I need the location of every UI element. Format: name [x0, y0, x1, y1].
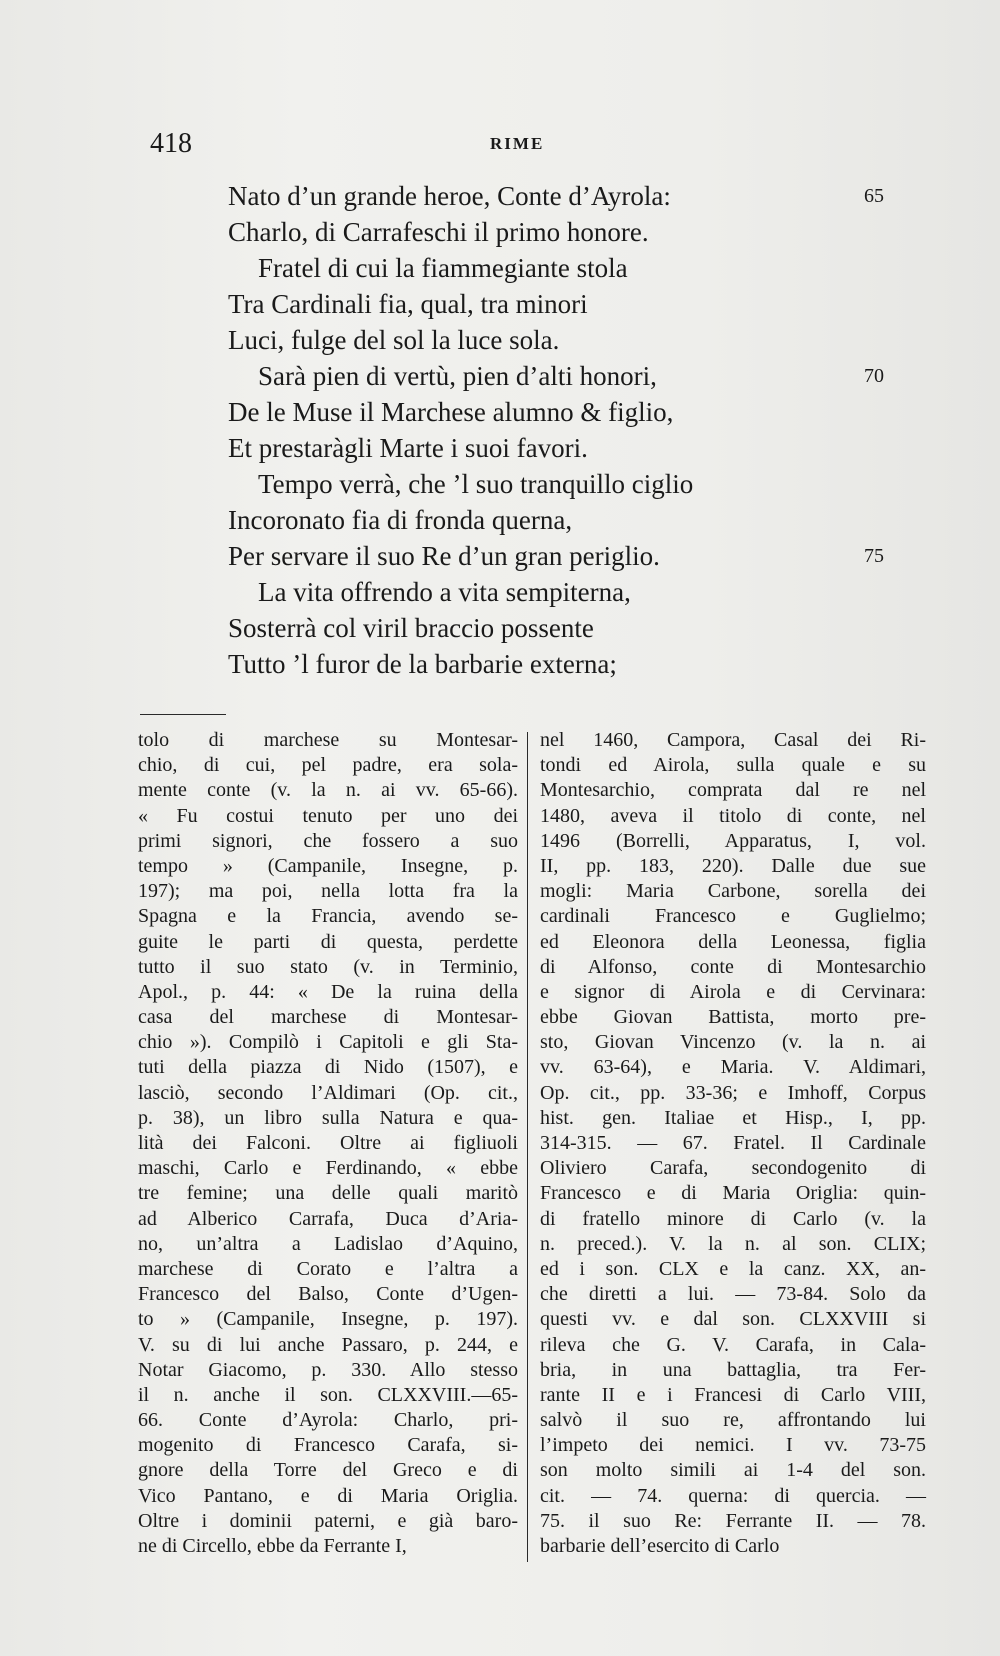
note-line: nel 1460, Campora, Casal dei Ri- — [540, 729, 926, 751]
verse-line — [0, 394, 1000, 430]
note-line: l’impeto dei nemici. I vv. 73-75 — [540, 1434, 926, 1457]
note-line: 75. il suo Re: Ferrante II. — 78. — [540, 1509, 926, 1532]
verse-line — [0, 358, 1000, 394]
note-line: 197); ma poi, nella lotta fra la — [138, 880, 518, 903]
note-line: ed i son. CLX e la canz. XX, an- — [540, 1257, 926, 1280]
note-line: tuti della piazza di Nido (1507), e — [138, 1056, 518, 1079]
verse-line — [0, 286, 1000, 322]
note-line: tondi ed Airola, sulla quale e su — [540, 754, 926, 777]
verse-text: De le Muse il Marchese alumno & figlio, — [228, 397, 674, 427]
note-line: 66. Conte d’Ayrola: Charlo, pri- — [138, 1409, 518, 1432]
verse-text: Tutto ’l furor de la barbarie externa; — [228, 649, 617, 679]
verse-block — [0, 178, 1000, 682]
note-line: vv. 63-64), e Maria. V. Aldimari, — [540, 1056, 926, 1079]
verse-text: Charlo, di Carrafeschi il primo honore. — [228, 217, 649, 247]
note-line: to » (Campanile, Insegne, p. 197). — [138, 1308, 518, 1331]
note-line: tre femine; una delle quali maritò — [138, 1182, 518, 1205]
note-line: gnore della Torre del Greco e di — [138, 1459, 518, 1482]
verse-line — [0, 430, 1000, 466]
verse-line — [0, 538, 1000, 574]
verse-text: Nato d’un grande heroe, Conte d’Ayrola: — [228, 181, 671, 211]
note-line: mogli: Maria Carbone, sorella dei — [540, 880, 926, 903]
note-line: chio »). Compilò i Capitoli e gli Sta- — [138, 1031, 518, 1054]
note-line: rante II e i Francesi di Carlo VIII, — [540, 1383, 926, 1406]
note-line: Francesco del Balso, Conte d’Ugen- — [138, 1283, 518, 1306]
verse-text: Tra Cardinali fia, qual, tra minori — [228, 289, 588, 319]
column-divider — [527, 732, 528, 1562]
note-line: Apol., p. 44: « De la ruina della — [138, 980, 518, 1003]
page-number: 418 — [150, 128, 192, 159]
footnote-rule — [140, 714, 226, 715]
note-line: Spagna e la Francia, avendo se- — [138, 905, 518, 928]
note-line: ebbe Giovan Battista, morto pre- — [540, 1006, 926, 1029]
verse-text: Sarà pien di vertù, pien d’alti honori, — [258, 361, 657, 391]
line-number: 70 — [864, 365, 884, 387]
note-line: ed Eleonora della Leonessa, figlia — [540, 930, 926, 953]
note-line: il n. anche il son. CLXXVIII.—65- — [138, 1383, 518, 1406]
verse-text: Incoronato fia di fronda querna, — [228, 505, 573, 535]
note-line: tempo » (Campanile, Insegne, p. — [138, 854, 518, 877]
note-line: primi signori, che fossero a suo — [138, 829, 518, 852]
line-number: 75 — [864, 545, 884, 567]
note-line: 314-315. — 67. Fratel. Il Cardinale — [540, 1132, 926, 1154]
note-line: chio, di cui, pel padre, era sola- — [138, 754, 518, 777]
commentary-notes — [138, 728, 928, 1643]
note-line: Notar Giacomo, p. 330. Allo stesso — [138, 1358, 518, 1381]
note-line: no, un’altra a Ladislao d’Aquino, — [138, 1232, 518, 1255]
note-line: di Alfonso, conte di Montesarchio — [540, 955, 926, 978]
verse-line — [0, 322, 1000, 358]
notes-left-column — [138, 728, 518, 1559]
running-title: RIME — [490, 134, 545, 153]
note-line: e signor di Airola e di Cervinara: — [540, 980, 926, 1003]
note-line: bria, in una battaglia, tra Fer- — [540, 1358, 926, 1381]
note-line: Montesarchio, comprata dal re nel — [540, 779, 926, 802]
verse-line — [0, 250, 1000, 286]
note-line: p. 38), un libro sulla Natura e qua- — [138, 1106, 518, 1129]
note-line: cit. — 74. querna: di quercia. — — [540, 1484, 926, 1507]
verse-text: Et prestaràgli Marte i suoi favori. — [228, 433, 588, 463]
note-line: cardinali Francesco e Guglielmo; — [540, 905, 926, 928]
verse-line — [0, 178, 1000, 214]
note-line: casa del marchese di Montesar- — [138, 1006, 518, 1029]
note-line: maschi, Carlo e Ferdinando, « ebbe — [138, 1157, 518, 1180]
verse-text: La vita offrendo a vita sempiterna, — [258, 577, 631, 607]
note-line: mente conte (v. la n. ai vv. 65-66). — [138, 779, 518, 802]
note-line: ad Alberico Carrafa, Duca d’Aria- — [138, 1207, 518, 1230]
note-line: « Fu costui tenuto per uno dei — [138, 804, 518, 827]
verse-line — [0, 502, 1000, 538]
verse-line — [0, 214, 1000, 250]
note-line: rileva che G. V. Carafa, in Cala- — [540, 1333, 926, 1356]
verse-text: Luci, fulge del sol la luce sola. — [228, 325, 560, 355]
verse-text: Sosterrà col viril braccio possente — [228, 613, 594, 643]
note-line: Francesco e di Maria Origlia: quin- — [540, 1182, 926, 1205]
verse-text: Fratel di cui la fiammegiante stola — [258, 253, 628, 283]
note-line: ne di Circello, ebbe da Ferrante I, — [138, 1535, 407, 1557]
verse-line — [0, 610, 1000, 646]
note-line: tutto il suo stato (v. in Terminio, — [138, 955, 518, 978]
note-line: lasciò, secondo l’Aldimari (Op. cit., — [138, 1081, 518, 1104]
note-line: salvò il suo re, affrontando lui — [540, 1409, 926, 1432]
verse-line — [0, 574, 1000, 610]
note-line: hist. gen. Italiae et Hisp., I, pp. — [540, 1106, 926, 1129]
note-line: tolo di marchese su Montesar- — [138, 729, 518, 751]
notes-right-column — [540, 728, 926, 1559]
note-line: Op. cit., pp. 33-36; e Imhoff, Corpus — [540, 1081, 926, 1104]
note-line: barbarie dell’esercito di Carlo — [540, 1535, 780, 1557]
note-line: Oliviero Carafa, secondogenito di — [540, 1157, 926, 1180]
note-line: lità dei Falconi. Oltre ai figliuoli — [138, 1132, 518, 1154]
note-line: V. su di lui anche Passaro, p. 244, e — [138, 1333, 518, 1356]
verse-text: Per servare il suo Re d’un gran periglio. — [228, 541, 660, 571]
note-line: questi vv. e dal son. CLXXVIII si — [540, 1308, 926, 1331]
note-line: guite le parti di questa, perdette — [138, 930, 518, 953]
verse-line — [0, 646, 1000, 682]
note-line: 1496 (Borrelli, Apparatus, I, vol. — [540, 829, 926, 852]
note-line: Vico Pantano, e di Maria Origlia. — [138, 1484, 518, 1507]
note-line: 1480, aveva il titolo di conte, nel — [540, 804, 926, 827]
note-line: mogenito di Francesco Carafa, si- — [138, 1434, 518, 1457]
note-line: marchese di Corato e l’altra a — [138, 1257, 518, 1280]
running-head — [150, 128, 890, 168]
note-line: che diretti a lui. — 73-84. Solo da — [540, 1283, 926, 1306]
note-line: sto, Giovan Vincenzo (v. la n. ai — [540, 1031, 926, 1054]
note-line: son molto simili ai 1-4 del son. — [540, 1459, 926, 1482]
line-number: 65 — [864, 185, 884, 207]
note-line: II, pp. 183, 220). Dalle due sue — [540, 854, 926, 877]
note-line: n. preced.). V. la n. al son. CLIX; — [540, 1232, 926, 1255]
note-line: Oltre i dominii paterni, e già baro- — [138, 1509, 518, 1532]
note-line: di fratello minore di Carlo (v. la — [540, 1207, 926, 1230]
verse-line — [0, 466, 1000, 502]
verse-text: Tempo verrà, che ’l suo tranquillo ciglio — [258, 469, 694, 499]
